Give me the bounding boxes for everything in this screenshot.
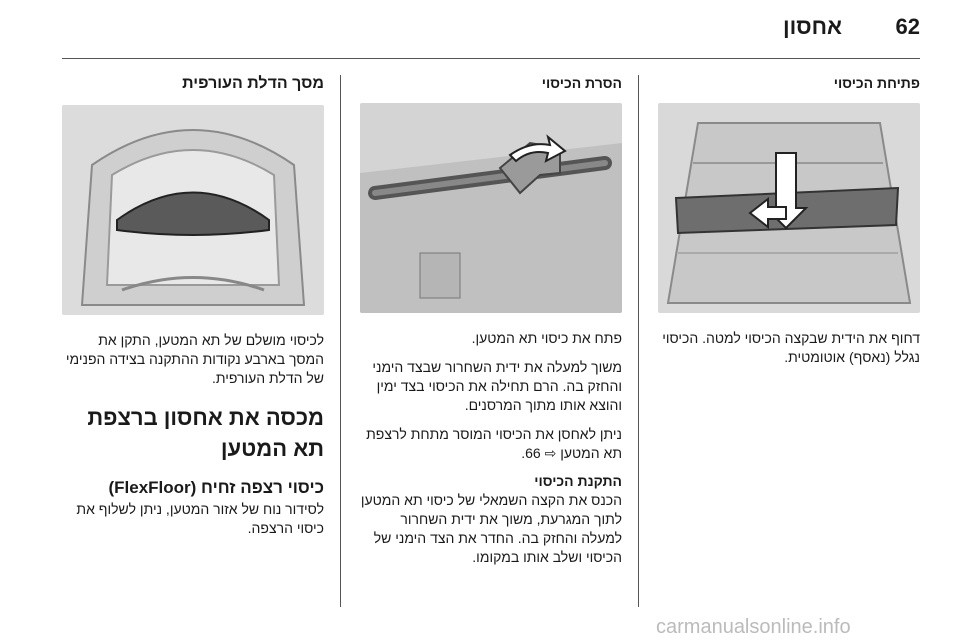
- subheading-flexfloor: כיסוי רצפה זחיח (FlexFloor): [108, 478, 324, 497]
- column-divider-right: [638, 75, 639, 607]
- illustration-cover-opening: [658, 103, 920, 313]
- section-heading-cover-opening: פתיחת הכיסוי: [833, 75, 920, 91]
- subheading-cover-installation: התקנת הכיסוי: [534, 473, 622, 489]
- cover-opening-text: דחוף את הידית שבקצה הכיסוי למטה. הכיסוי נגלל (נאסף) אוטומטית.: [662, 330, 920, 365]
- removal-step-1: פתח את כיסוי תא המטען.: [471, 330, 622, 346]
- installation-text: הכנס את הקצה השמאלי של כיסוי תא המטען לתוך המגרעת, משוך את ידית השחרור למעלה והחזק בה. החדר את הצד הימני של הכיסוי ושלב אותו במקומו.: [360, 492, 622, 565]
- section-title-floor-storage: מכסה את אחסון ברצפת תא המטען: [87, 405, 324, 461]
- page-title: אחסון: [782, 14, 842, 39]
- illustration-tailgate-screen: [62, 105, 324, 315]
- flexfloor-text: לסידור נוח של אזור המטען, ניתן לשלוף את כיסוי הרצפה.: [76, 501, 324, 536]
- column-left: [60, 75, 324, 548]
- section-heading-tailgate-screen: מסך הדלת העורפית: [182, 75, 324, 92]
- illustration-cover-removal: [360, 103, 622, 313]
- column-divider-left: [340, 75, 341, 607]
- removal-step-3: ניתן לאחסן את הכיסוי המוסר מתחת לרצפת תא המטען ⇨ 66.: [366, 426, 622, 461]
- tailgate-screen-text: לכיסוי מושלם של תא המטען, התקן את המסך בארבע נקודות ההתקנה בצידה הפנימי של הדלת העורפית.: [65, 332, 324, 386]
- column-right: [656, 75, 920, 377]
- column-middle: [358, 75, 622, 577]
- section-heading-cover-removal: הסרת הכיסוי: [541, 75, 622, 91]
- watermark: carmanualsonline.info: [656, 616, 851, 638]
- page-number: 62: [895, 14, 920, 39]
- removal-step-2: משוך למעלה את ידית השחרור שבצד הימני והחזק בה. הרם תחילה את הכיסוי בצד ימין והוצא אותו מתוך המרסנים.: [372, 359, 622, 413]
- header-rule: [62, 58, 920, 59]
